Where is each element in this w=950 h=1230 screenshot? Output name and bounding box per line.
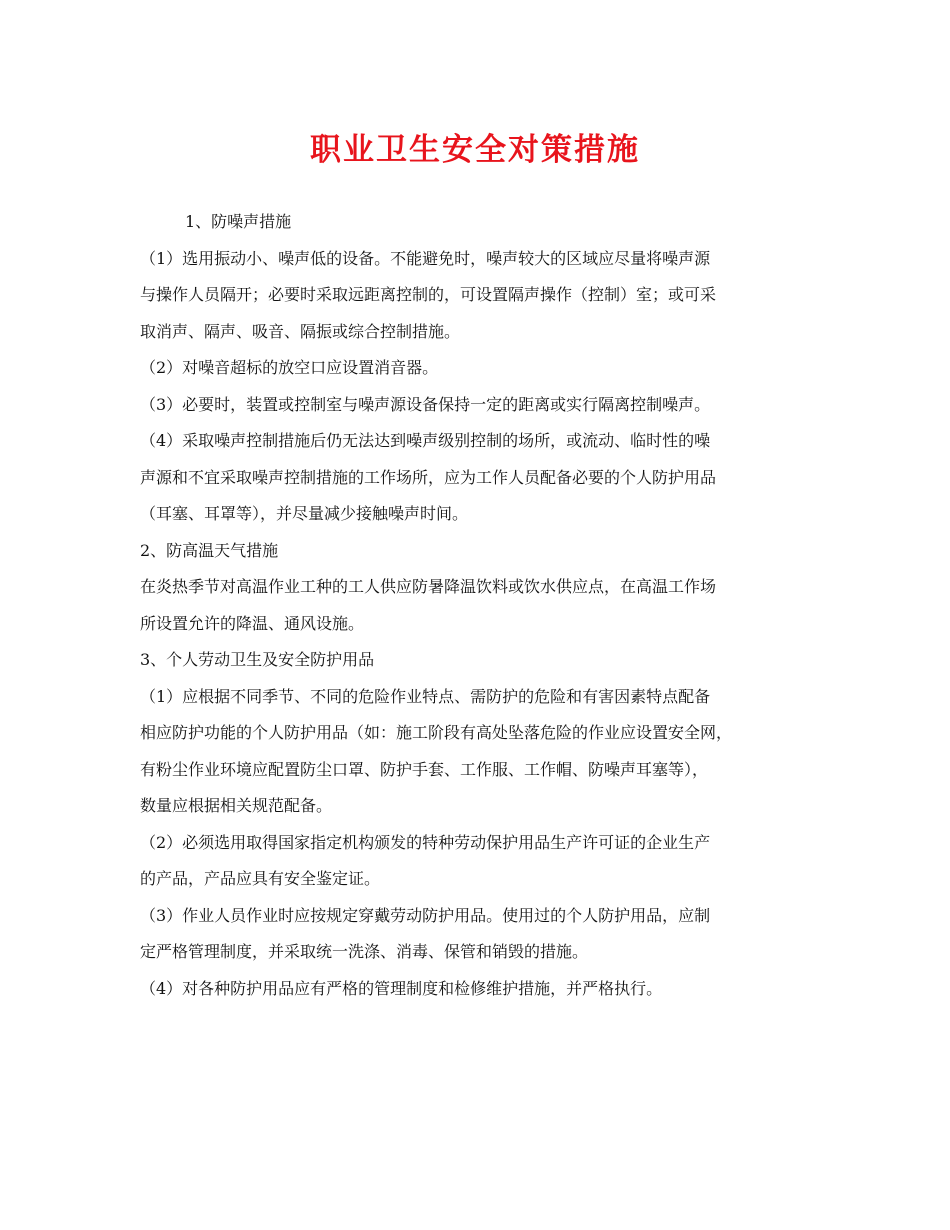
paragraph-line: （耳塞、耳罩等），并尽量减少接触噪声时间。 [140,504,469,523]
section-heading-heat: 2、防高温天气措施 [140,540,279,560]
paragraph-line: （4）对各种防护用品应有严格的管理制度和检修维护措施，并严格执行。 [140,978,663,998]
paragraph-line: 与操作人员隔开；必要时采取远距离控制的，可设置隔声操作（控制）室；或可采 [140,285,717,304]
paragraph-line: 定严格管理制度，并采取统一洗涤、消毒、保管和销毁的措施。 [140,942,589,961]
section-heading-protection: 3、个人劳动卫生及安全防护用品 [140,650,375,669]
paragraph-line: 取消声、隔声、吸音、隔振或综合控制措施。 [140,321,461,341]
document-body [140,204,830,1007]
paragraph-line: （3）作业人员作业时应按规定穿戴劳动防护用品。使用过的个人防护用品，应制 [140,905,711,925]
document-title: 职业卫生安全对策措施 [310,132,640,168]
paragraph-line: （1）应根据不同季节、不同的危险作业特点、需防护的危险和有害因素特点配备 [140,686,711,706]
paragraph-line: 相应防护功能的个人防护用品（如：施工阶段有高处坠落危险的作业应设置安全网， [140,723,733,742]
paragraph-line: （3）必要时，装置或控制室与噪声源设备保持一定的距离或实行隔离控制噪声。 [140,394,711,414]
paragraph-line: 在炎热季节对高温作业工种的工人供应防暑降温饮料或饮水供应点，在高温工作场 [140,577,717,596]
paragraph-line: （1）选用振动小、噪声低的设备。不能避免时，噪声较大的区域应尽量将噪声源 [140,248,711,268]
paragraph-line: 的产品，产品应具有安全鉴定证。 [140,869,381,888]
section-heading-noise: 1、防噪声措施 [185,212,292,231]
paragraph-line: 所设置允许的降温、通风设施。 [140,613,365,633]
paragraph-line: （2）对噪音超标的放空口应设置消音器。 [140,358,439,377]
paragraph-line: 有粉尘作业环境应配置防尘口罩、防护手套、工作服、工作帽、防噪声耳塞等）， [140,759,709,779]
paragraph-line: 数量应根据相关规范配备。 [140,796,333,815]
paragraph-line: （4）采取噪声控制措施后仍无法达到噪声级别控制的场所，或流动、临时性的噪 [140,431,711,450]
paragraph-line: 声源和不宜采取噪声控制措施的工作场所，应为工作人员配备必要的个人防护用品 [140,467,717,487]
paragraph-line: （2）必须选用取得国家指定机构颁发的特种劳动保护用品生产许可证的企业生产 [140,832,711,852]
